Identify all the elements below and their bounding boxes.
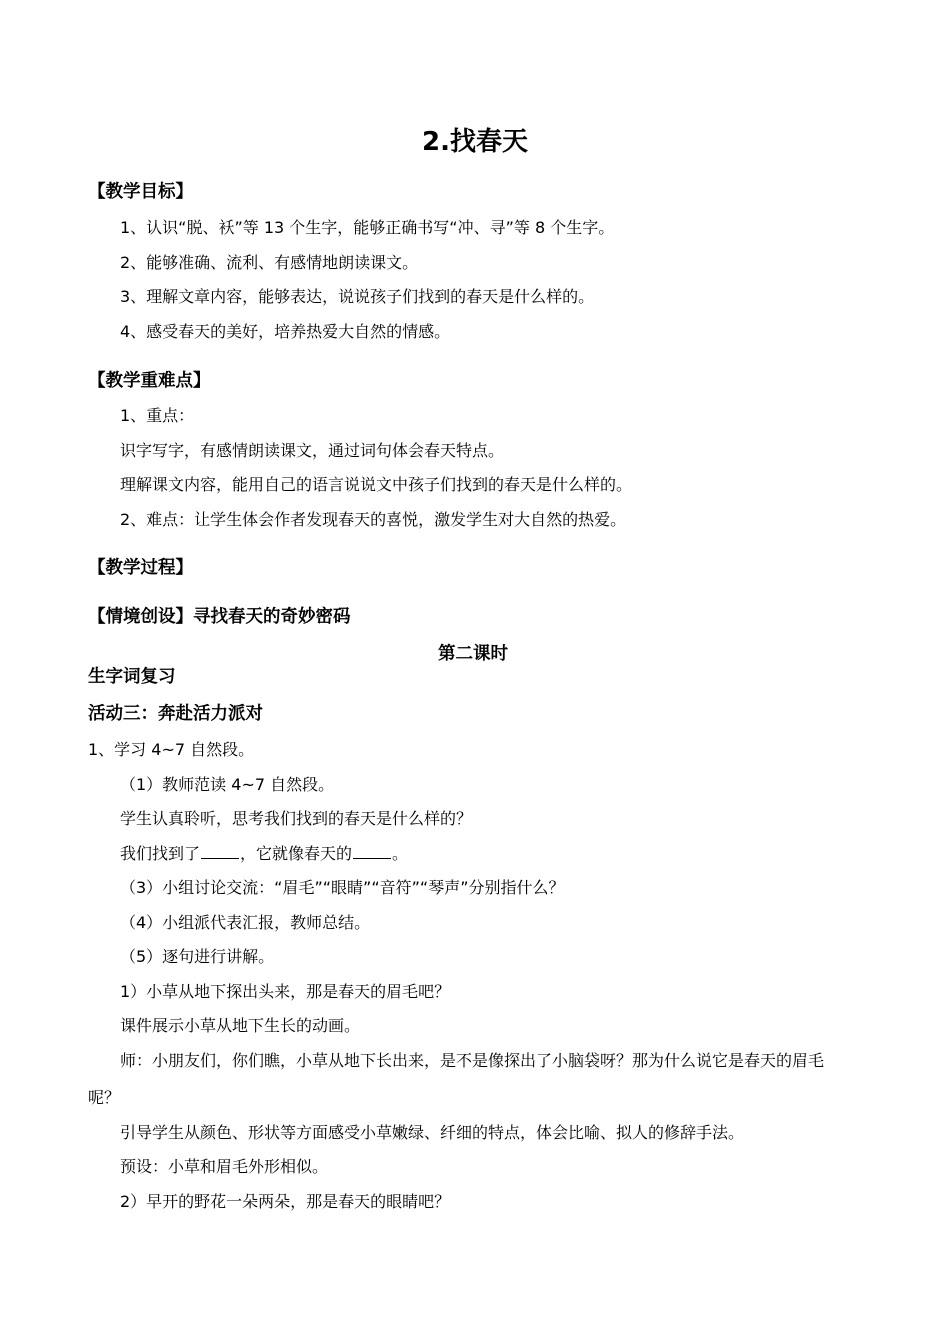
activity-heading: 活动三：奔赴活力派对 — [88, 704, 263, 724]
fill-in-text: ，它就像春天的 — [240, 844, 353, 863]
body-line: 学生认真聆听，思考我们找到的春天是什么样的？ — [120, 809, 473, 828]
goal-item: 3、理解文章内容，能够表达，说说孩子们找到的春天是什么样的。 — [120, 287, 595, 306]
goals-heading: 【教学目标】 — [88, 182, 193, 202]
key-points-heading: 【教学重难点】 — [88, 371, 211, 391]
goal-item: 1、认识“脱、袄”等 13 个生字，能够正确书写“冲、寻”等 8 个生字。 — [120, 218, 615, 237]
lesson-heading: 第二课时 — [438, 644, 508, 664]
body-line: （3）小组讨论交流：“眉毛”“眼睛”“音符”“琴声”分别指什么？ — [120, 878, 565, 897]
process-heading: 【教学过程】 — [88, 558, 193, 578]
fill-in-text: 我们找到了 — [120, 844, 201, 863]
body-line: 师：小朋友们，你们瞧，小草从地下长出来，是不是像探出了小脑袋呀？那为什么说它是春天的眉毛 — [120, 1051, 825, 1070]
body-line: 1）小草从地下探出头来，那是春天的眉毛吧？ — [120, 982, 451, 1001]
scenario-heading: 【情境创设】寻找春天的奇妙密码 — [88, 607, 351, 627]
review-heading: 生字词复习 — [88, 667, 176, 687]
body-line: 课件展示小草从地下生长的动画。 — [120, 1016, 361, 1035]
page-title: 2.找春天 — [422, 127, 528, 157]
fill-in-text: 。 — [392, 844, 409, 863]
key-point-item: 理解课文内容，能用自己的语言说说文中孩子们找到的春天是什么样的。 — [120, 475, 633, 494]
body-line: 2）早开的野花一朵两朵，那是春天的眼睛吧？ — [120, 1192, 451, 1211]
body-line: 预设：小草和眉毛外形相似。 — [120, 1157, 329, 1176]
body-line: 引导学生从颜色、形状等方面感受小草嫩绿、纤细的特点，体会比喻、拟人的修辞手法。 — [120, 1123, 745, 1142]
body-line: （5）逐句进行讲解。 — [120, 947, 275, 966]
goal-item: 2、能够准确、流利、有感情地朗读课文。 — [120, 253, 419, 272]
answer-blank — [201, 843, 239, 859]
body-line: （1）教师范读 4~7 自然段。 — [120, 775, 335, 794]
key-point-item: 1、重点： — [120, 406, 195, 425]
key-point-item: 识字写字，有感情朗读课文，通过词句体会春天特点。 — [120, 441, 505, 460]
body-line: 1、学习 4~7 自然段。 — [88, 740, 255, 759]
fill-in-line — [120, 843, 408, 865]
goal-item: 4、感受春天的美好，培养热爱大自然的情感。 — [120, 322, 451, 341]
answer-blank — [353, 843, 391, 859]
key-point-item: 2、难点：让学生体会作者发现春天的喜悦，激发学生对大自然的热爱。 — [120, 510, 627, 529]
body-line: 呢？ — [88, 1088, 121, 1107]
body-line: （4）小组派代表汇报，教师总结。 — [120, 913, 371, 932]
